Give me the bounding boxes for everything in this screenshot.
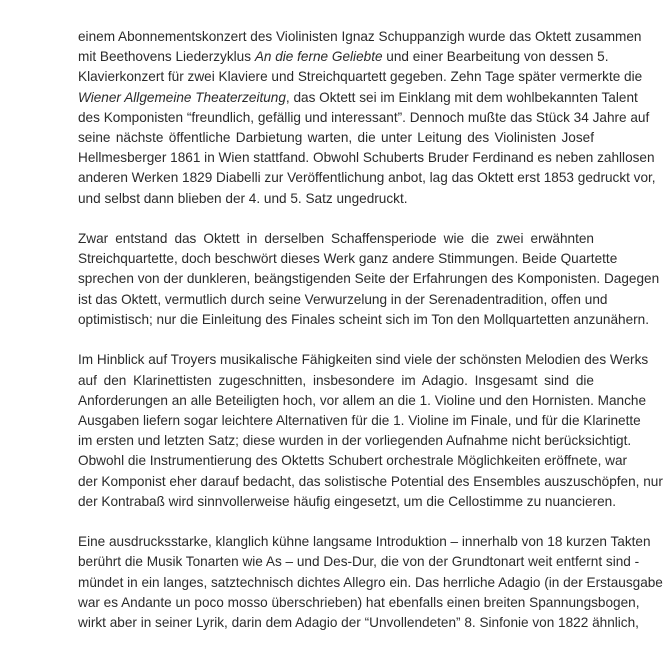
text-line (78, 593, 640, 613)
text-line (78, 552, 640, 572)
text-line (78, 431, 632, 451)
text-line (78, 492, 616, 512)
paragraph (78, 27, 656, 209)
text-line (78, 148, 655, 168)
text-line (78, 88, 638, 108)
text-line (78, 573, 663, 593)
text-run: mündet in ein langes, satztechnisch dichtes Allegro ein. Das herrliche Adagio (in der Erstausgabe (78, 574, 663, 590)
text-run: wirkt aber in seiner Lyrik, darin dem Adagio der “Unvollendeten” 8. Sinfonie von 1822 ähnlich, (78, 615, 639, 631)
text-line (78, 532, 651, 552)
text-run: berührt die Musik Tonarten wie As – und Des-Dur, die von der Grundtonart weit entfernt sind - (78, 554, 640, 570)
text-line (78, 613, 639, 633)
text-line (78, 391, 647, 411)
text-line (78, 451, 628, 471)
text-line (78, 249, 618, 269)
text-run: Ausgaben liefern sogar leichtere Alternativen für die 1. Violine im Finale, und für die Klarinette (78, 412, 641, 428)
text-line (78, 472, 663, 492)
text-line (78, 269, 660, 289)
text-run: mit Beethovens Liederzyklus (78, 49, 255, 65)
text-line (78, 128, 594, 148)
text-run: optimistisch; nur die Einleitung des Finales scheint sich im Ton den Mollquartetten anzunähern. (78, 311, 650, 327)
paragraph (78, 350, 663, 512)
text-line (78, 108, 650, 128)
text-run: Anforderungen an alle Beteiligten hoch, vor allem an die 1. Violine und den Hornisten. Manche (78, 392, 647, 408)
text-run: seine nächste öffentliche Darbietung warten, die unter Leitung des Violinisten Josef (78, 129, 594, 145)
text-line (78, 47, 609, 67)
text-line (78, 290, 608, 310)
text-run: sprechen von der dunkleren, beängstigenden Seite der Erfahrungen des Komponisten. Dagegen (78, 271, 660, 287)
text-run: Streichquartette, doch beschwört dieses Werk ganz andere Stimmungen. Beide Quartette (78, 251, 618, 267)
text-run: Eine ausdrucksstarke, klanglich kühne langsame Introduktion – innerhalb von 18 kurzen Takten (78, 534, 651, 550)
text-run: Klavierkonzert für zwei Klaviere und Streichquartett gegeben. Zehn Tage später vermerkte die (78, 69, 643, 85)
text-run: Obwohl die Instrumentierung des Oktetts Schubert orchestrale Möglichkeiten eröffnete, war (78, 453, 628, 469)
text-run: im ersten und letzten Satz; diese wurden in der vorliegenden Aufnahme nicht berücksichtigt. (78, 433, 632, 449)
text-run: und einer Bearbeitung von dessen 5. (382, 49, 609, 65)
text-run: ist das Oktett, vermutlich durch seine Verwurzelung in der Serenadentradition, offen und (78, 291, 608, 307)
text-line (78, 67, 643, 87)
text-line (78, 310, 650, 330)
text-run: Im Hinblick auf Troyers musikalische Fähigkeiten sind viele der schönsten Melodien des Werks (78, 352, 649, 368)
text-run: Hellmesberger 1861 in Wien stattfand. Obwohl Schuberts Bruder Ferdinand es neben zahllosen (78, 150, 655, 166)
document-page (78, 27, 663, 654)
paragraph (78, 532, 663, 633)
text-run: der Kontrabaß wird sinnvollerweise häufig eingesetzt, um die Cellostimme zu nuancieren. (78, 493, 616, 509)
text-run: Zwar entstand das Oktett in derselben Schaffensperiode wie die zwei erwähnten (78, 231, 594, 247)
text-run: einem Abonnementskonzert des Violinisten Ignaz Schuppanzigh wurde das Oktett zusammen (78, 29, 642, 44)
italic-title: An die ferne Geliebte (254, 49, 383, 65)
text-line (78, 350, 649, 370)
text-run: auf den Klarinettisten zugeschnitten, insbesondere im Adagio. Insgesamt sind die (78, 372, 594, 388)
text-run: und selbst dann blieben der 4. und 5. Satz ungedruckt. (78, 190, 408, 206)
text-line (78, 27, 642, 47)
paragraph (78, 229, 660, 330)
text-run: der Komponist eher darauf bedacht, das solistische Potential des Ensembles auszuschöpfen, nur (78, 473, 663, 489)
text-line (78, 371, 594, 391)
text-run: , das Oktett sei im Einklang mit dem wohlbekannten Talent (285, 89, 638, 105)
text-line (78, 411, 641, 431)
text-line (78, 168, 656, 188)
text-line (78, 229, 594, 249)
text-run: war es Andante un poco mosso überschrieben) hat ebenfalls einen breiten Spannungsbogen, (78, 594, 640, 610)
text-run: anderen Werken 1829 Diabelli zur Veröffentlichung anbot, lag das Oktett erst 1853 gedruckt vor, (78, 170, 656, 186)
italic-title: Wiener Allgemeine Theaterzeitung (78, 89, 286, 105)
text-line (78, 189, 594, 209)
text-run: des Komponisten “freundlich, gefällig und interessant”. Dennoch mußte das Stück 34 Jahre auf (78, 109, 650, 125)
